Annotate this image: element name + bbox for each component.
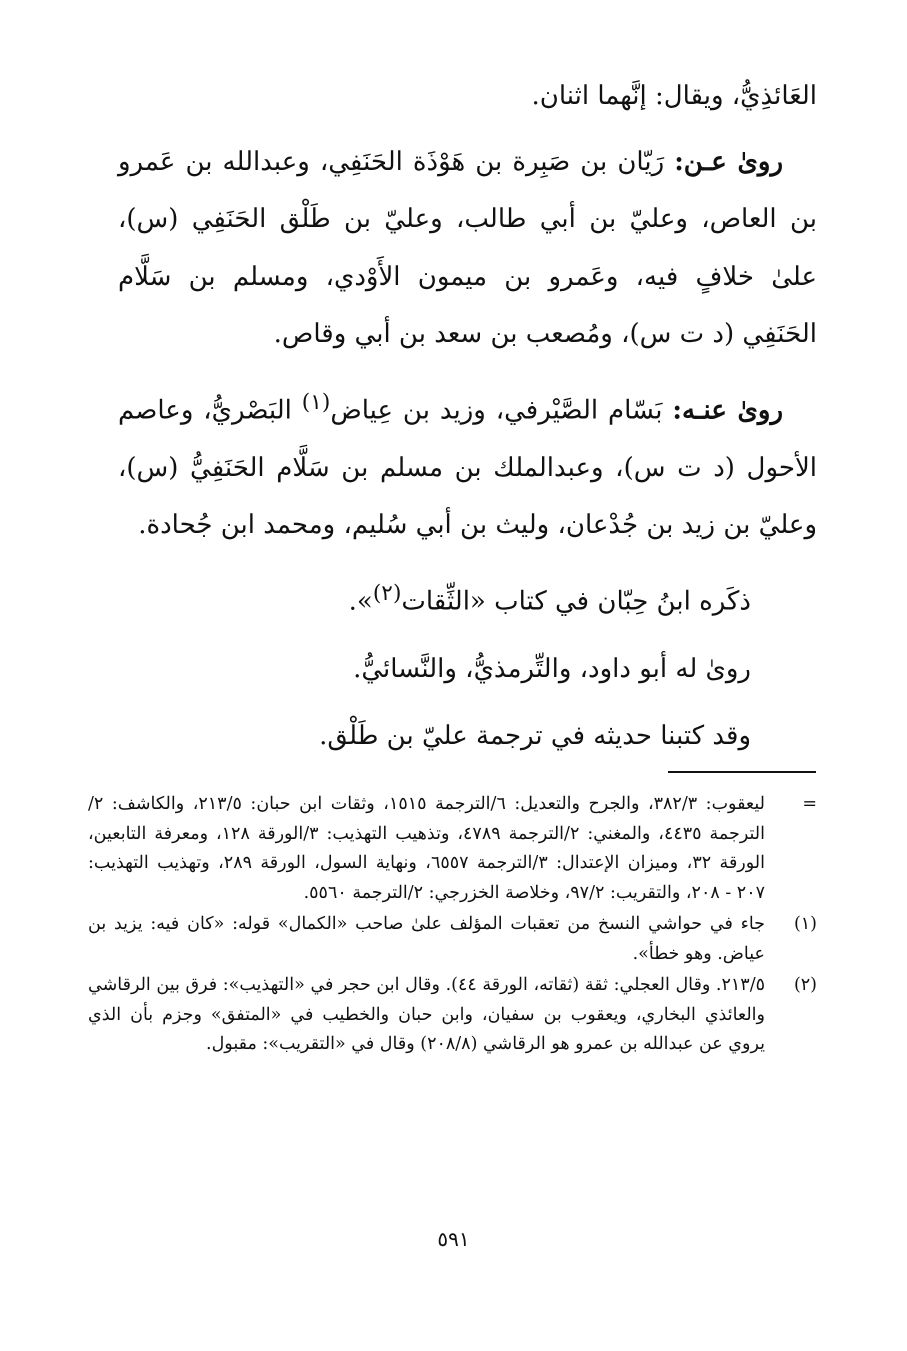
footnote-2 bbox=[88, 971, 817, 1060]
narrated-from-text: رَيّان بن صَبِرة بن هَوْذَة الحَنَفِي، وعبدالله بن عَمرو بن العاص، وعليّ بن أبي طالب، وعليّ بن طَلْق الحَنَفِي (س)، علىٰ خلافٍ فيه، وعَمرو بن ميمون الأَوْدي، ومسلم بن سَلَّام الحَنَفِي (د ت س)، ومُصعب بن سعد بن أبي وقاص. bbox=[118, 146, 817, 349]
narrated-by-text-a: بَسّام الصَّيْرفي، وزيد بن عِياض bbox=[330, 395, 673, 426]
ibn-hibban-text-a: ذكَره ابنُ حِبّان في كتاب «الثِّقات bbox=[401, 586, 751, 617]
continuation-text: ليعقوب: ٣٨٢/٣، والجرح والتعديل: ٦/الترجمة ١٥١٥، وثقات ابن حبان: ٢١٣/٥، والكاشف: ٢/الترجمة ٤٤٣٥، والمغني: ٢/الترجمة ٤٧٨٩، وتذهيب التهذيب: ٣/الورقة ١٢٨، ومعرفة التابعين، الورقة ٣٢، وميزان الإعتدال: ٣/الترجمة ٦٥٥٧، ونهاية السول، الورقة ٢٨٩، وتهذيب التهذيب: ٢٠٧ - ٢٠٨، والتقريب: ٩٧/٢، وخلاصة الخزرجي: ٢/الترجمة ٥٥٦٠. bbox=[88, 794, 765, 903]
footnote-divider bbox=[668, 771, 816, 773]
narrated-from-label: روىٰ عـن: bbox=[674, 146, 783, 177]
continuation-mark: = bbox=[802, 794, 817, 814]
footnote-1 bbox=[88, 910, 817, 969]
footnote-2-mark: (٢) bbox=[793, 975, 817, 995]
paragraph-narrated-from bbox=[118, 134, 817, 364]
paragraph-ibn-hibban bbox=[118, 565, 817, 631]
narrated-by-text-b: البَصْريُّ، وعاصم الأحول (د ت س)، وعبدالملك بن مسلم بن سَلَّام الحَنَفِيُّ (س)، وعليّ بن زيد بن جُدْعان، وليث بن أبي سُليم، ومحمد ابن جُحادة. bbox=[118, 395, 817, 541]
footnote-ref-2: (٢) bbox=[372, 580, 402, 606]
narrated-by-label: روىٰ عنـه: bbox=[672, 395, 783, 426]
footnotes bbox=[88, 790, 817, 1060]
footnote-1-text: جاء في حواشي النسخ من تعقبات المؤلف علىٰ صاحب «الكمال» قوله: «كان فيه: يزيد بن عياض. وهو خطأ». bbox=[88, 914, 765, 964]
footnote-1-mark: (١) bbox=[793, 914, 817, 934]
ibn-hibban-text-b: ». bbox=[348, 586, 373, 617]
footnote-ref-1: (١) bbox=[301, 389, 331, 415]
paragraph-narrated-by bbox=[118, 374, 817, 555]
footnote-2-text: ٢١٣/٥. وقال العجلي: ثقة (ثقاته، الورقة ٤٤). وقال ابن حجر في «التهذيب»: فرق بين الرقاشي والعائذي البخاري، ويعقوب بن سفيان، وابن حبان والخطيب في «المتفق» وجزم بأن الذي يروي عن عبدالله بن عمرو هو الرقاشي (٢٠٨/٨) وقال في «التقريب»: مقبول. bbox=[88, 975, 765, 1054]
footnote-continuation bbox=[88, 790, 817, 908]
main-text bbox=[118, 68, 817, 766]
paragraph-hadith-note: وقد كتبنا حديثه في ترجمة عليّ بن طَلْق. bbox=[319, 721, 751, 752]
paragraph-narrators: روىٰ له أبو داود، والتِّرمذيُّ، والنَّسائيُّ. bbox=[353, 653, 751, 684]
page-number: ٥٩١ bbox=[437, 1227, 470, 1251]
paragraph-intro: العَائذِيُّ، ويقال: إنَّهما اثنان. bbox=[531, 81, 817, 111]
